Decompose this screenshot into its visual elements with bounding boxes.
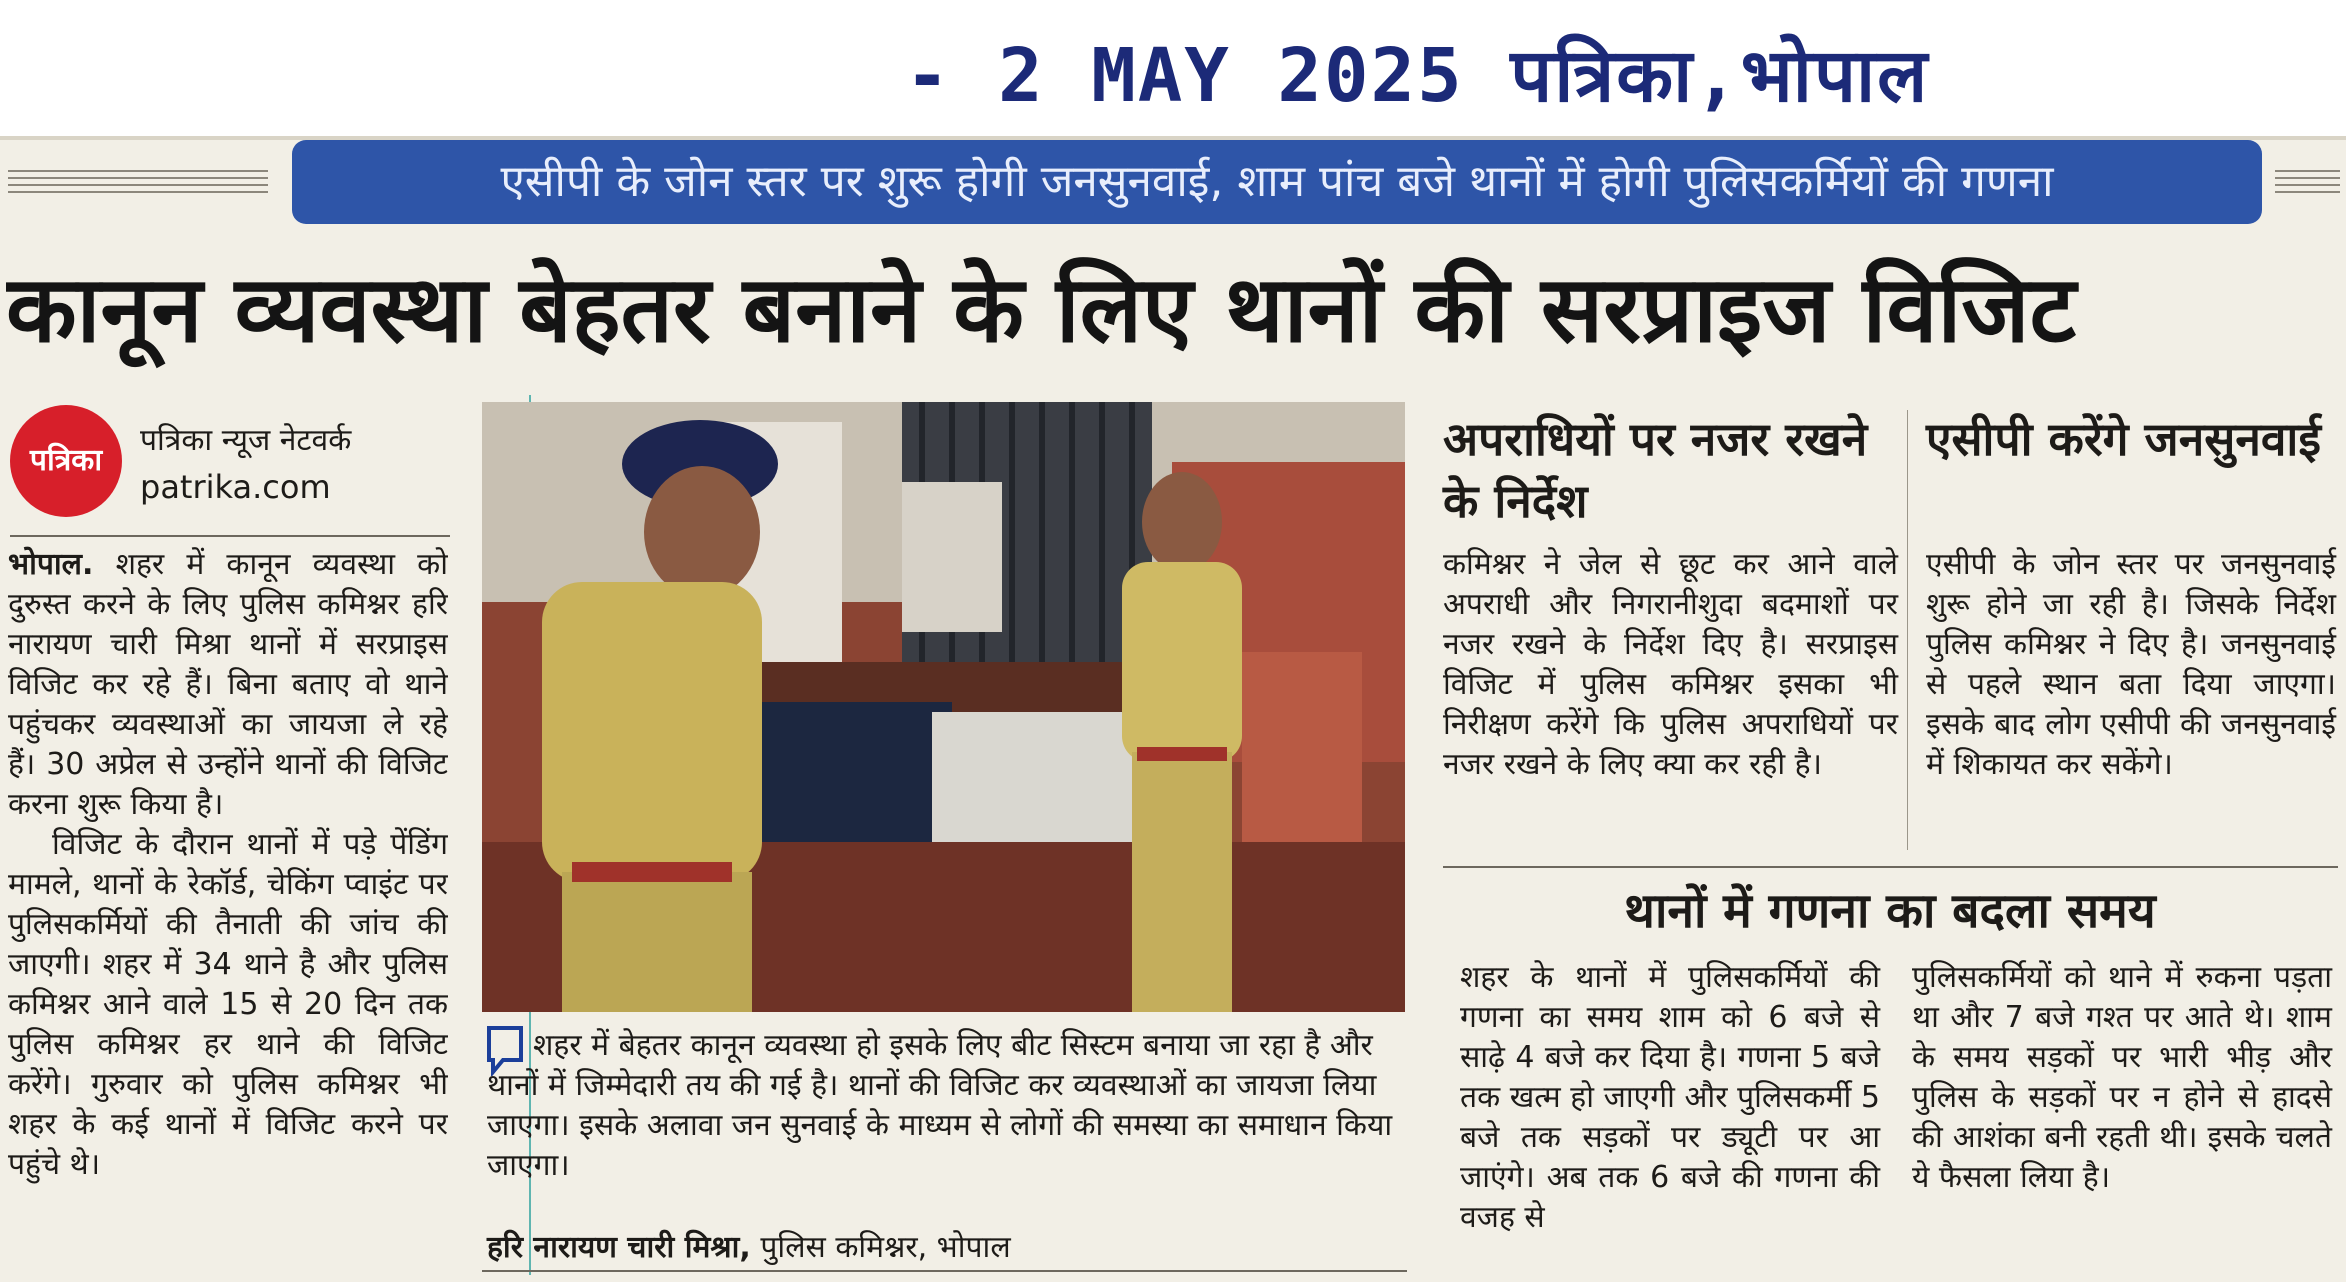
decorative-rules-right: [2275, 170, 2340, 196]
news-photo: [482, 402, 1405, 1012]
stamp-paper: पत्रिका,भोपाल: [1510, 33, 1930, 119]
photo-credit: [487, 1225, 1407, 1266]
counting-text-col2: पुलिसकर्मियों को थाने में रुकना पड़ता था और 7 बजे गश्त पर आते थे। शाम के समय सड़कों पर भारी भीड़ और पुलिस के सड़कों पर न होने से हादसे की आशंका बनी रहती थी। इसके चलते ये फैसला लिया है।: [1912, 960, 2332, 1195]
patrika-logo: पत्रिका: [10, 405, 122, 517]
criminals-heading: अपराधियों पर नजर रखने के निर्देश: [1443, 412, 1868, 528]
counting-text-col1: शहर के थानों में पुलिसकर्मियों की गणना का समय शाम को 6 बजे से साढ़े 4 बजे कर दिया है। गणना 5 बजे तक खत्म हो जाएगी और पुलिसकर्मी 5 बजे तक सड़कों पर ड्यूटी पर आ जाएंगे। अब तक 6 बजे की गणना की वजह से: [1460, 960, 1880, 1235]
paragraph-1: शहर में कानून व्यवस्था को दुरुस्त करने के लिए पुलिस कमिश्नर हरि नारायण चारी मिश्रा थानों में सरप्राइस विजिट कर रहे हैं। बिना बताए वो थाने पहुंचकर व्यवस्थाओं का जायजा ले रहे हैं। 30 अप्रेल से उन्होंने थानों की विजिट करना शुरू किया है।: [8, 547, 448, 822]
date-stamp: [905, 22, 1930, 132]
headline: कानून व्यवस्था बेहतर बनाने के लिए थानों की सरप्राइज विजिट: [6, 256, 2076, 363]
paragraph-2: विजिट के दौरान थानों में पड़े पेंडिंग मामले, थानों के रेकॉर्ड, चेकिंग प्वाइंट पर पुलिसकर्मियों की तैनाती की जांच की जाएगी। शहर में 34 थाने है और पुलिस कमिश्नर आने वाले 15 से 20 दिन तक पुलिस कमिश्नर हर थाने की विजिट करेंगे। गुरुवार को पुलिस कमिश्नर भी शहर के कई थानों में विजिट करने पर पहुंचे थे।: [8, 827, 448, 1182]
column-rule: [1907, 410, 1908, 850]
article-body-left: [8, 545, 448, 1275]
caption-text: शहर में बेहतर कानून व्यवस्था हो इसके लिए बीट सिस्टम बनाया जा रहा है और थानों में जिम्मेदारी तय की गई है। थानों की विजिट कर व्यवस्थाओं का जायजा लिया जाएगा। इसके अलावा जन सुनवाई के माध्यम से लोगों की समस्या का समाधान किया जाएगा।: [487, 1028, 1393, 1183]
divider: [482, 1270, 1407, 1272]
photo-caption: [487, 1026, 1407, 1186]
acp-text: एसीपी के जोन स्तर पर जनसुनवाई शुरू होने जा रही है। जिसके निर्देश पुलिस कमिश्नर ने दिए है। जनसुनवाई से पहले स्थान बता दिया जाएगा। इसके बाद लोग एसीपी की जनसुनवाई में शिकायत कर सकेंगे।: [1926, 547, 2336, 782]
acp-heading: एसीपी करेंगे जनसुनवाई: [1926, 412, 2321, 466]
subhead-banner: एसीपी के जोन स्तर पर शुरू होगी जनसुनवाई, शाम पांच बजे थानों में होगी पुलिसकर्मियों की गणना: [292, 140, 2262, 224]
divider: [10, 535, 450, 537]
stamp-date: - 2 MAY 2025: [905, 33, 1464, 119]
credit-name: हरि नारायण चारी मिश्रा,: [487, 1230, 751, 1265]
counting-heading: थानों में गणना का बदला समय: [1624, 883, 2156, 939]
byline-site: patrika.com: [140, 468, 331, 506]
criminals-text: कमिश्नर ने जेल से छूट कर आने वाले अपराधी और निगरानीशुदा बदमाशों पर नजर रखने के निर्देश दिए है। सरप्राइस विजिट में पुलिस कमिश्नर इसका भी निरीक्षण करेंगे कि पुलिस अपराधियों पर नजर रखने के लिए क्या कर रही है।: [1443, 547, 1898, 782]
byline-name: पत्रिका न्यूज नेटवर्क: [140, 423, 352, 458]
photo-illustration: [482, 402, 1405, 1012]
decorative-rules-left: [8, 170, 268, 196]
credit-title: पुलिस कमिश्नर, भोपाल: [760, 1230, 1011, 1265]
dateline: भोपाल.: [8, 547, 94, 582]
divider: [1443, 866, 2338, 868]
